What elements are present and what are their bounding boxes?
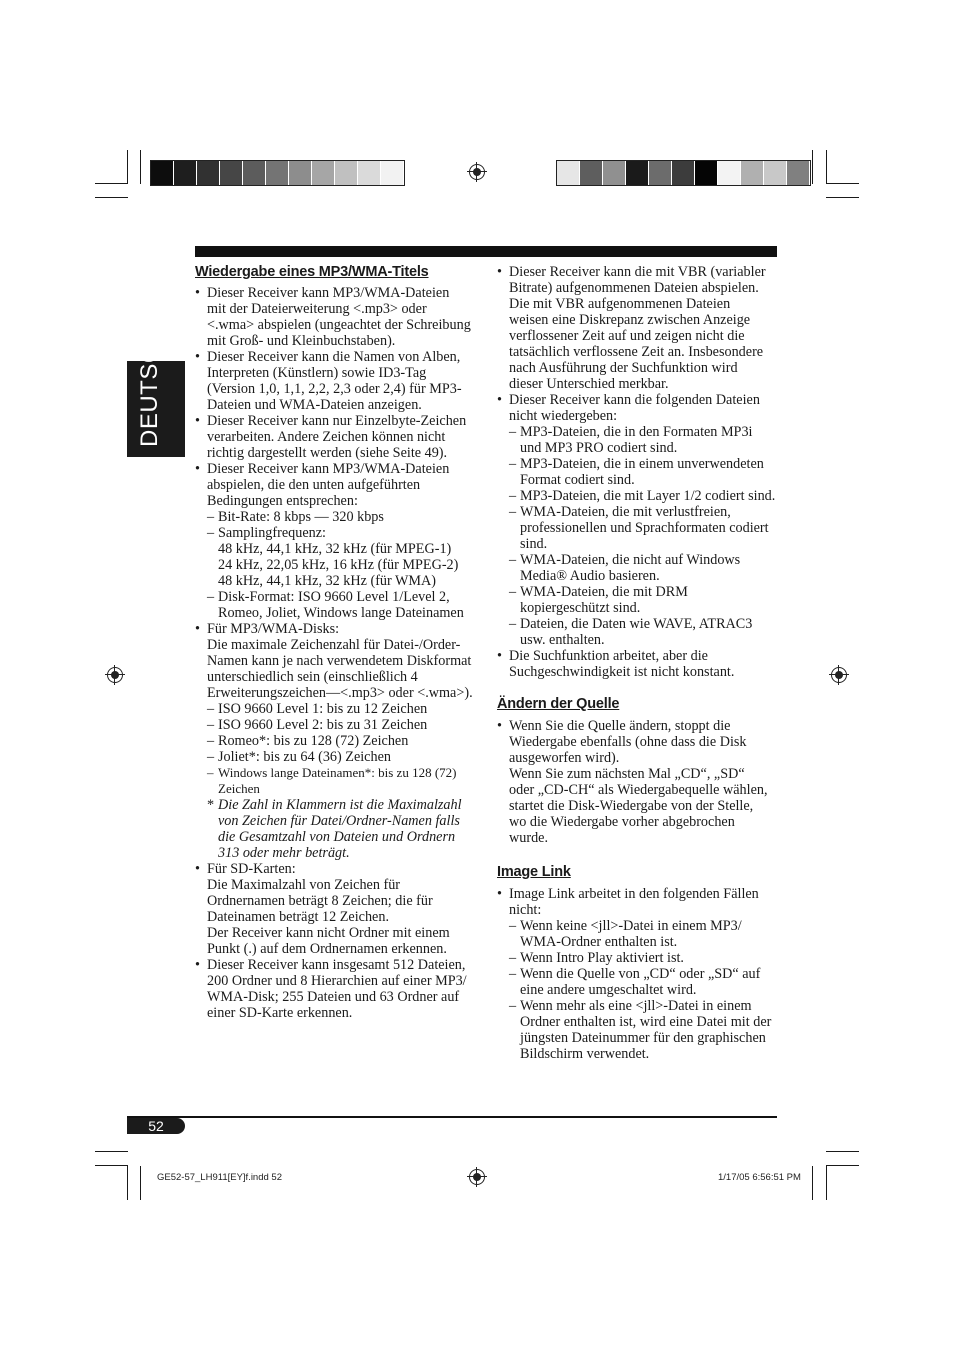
list-item — [195, 349, 485, 413]
text-line: • Dieser Receiver kann die mit VBR (variabler — [509, 264, 766, 280]
sub-item — [207, 701, 485, 717]
text-line: Die Maximalzahl von Zeichen für — [207, 877, 401, 893]
crop-mark — [826, 150, 827, 184]
text-line: – Wenn keine <jll>-Datei in einem MP3/ — [520, 918, 742, 934]
text-line: Zeichen — [218, 781, 260, 796]
text-line: – Wenn mehr als eine <jll>-Datei in einem — [520, 998, 752, 1014]
text-line: – WMA-Dateien, die mit DRM — [520, 584, 688, 600]
text-line: nach Ausführung der Suchfunktion wird — [509, 360, 738, 376]
text-line: startet die Disk-Wiedergabe von der Stelle, — [509, 798, 754, 814]
sub-item — [509, 918, 782, 950]
footer-file: GE52-57_LH911[EY]f.indd 52 — [157, 1172, 282, 1183]
text-line: Wiedergabe ebenfalls (ohne dass die Disk — [509, 734, 747, 750]
list-item — [195, 621, 485, 861]
text-line: Dateien und WMA-Dateien anzeigen. — [207, 397, 422, 413]
list-item — [497, 264, 782, 392]
text-line: und MP3 PRO codiert sind. — [520, 440, 678, 456]
text-line: verarbeiten. Andere Zeichen können nicht — [207, 429, 446, 445]
sub-item — [509, 966, 782, 998]
text-line: tatsächlich verflossene Zeit an. Insbesondere — [509, 344, 764, 360]
text-line: 48 kHz, 44,1 kHz, 32 kHz (für MPEG-1) — [218, 541, 452, 557]
text-line: – Samplingfrequenz: — [218, 525, 326, 541]
text-line: • Dieser Receiver kann die Namen von Alben, — [207, 349, 461, 365]
text-line: (Version 1,0, 1,1, 2,2, 2,3 oder 2,4) für MP3- — [207, 381, 462, 397]
crop-mark — [127, 1166, 128, 1200]
text-line: – Windows lange Dateinamen*: bis zu 128 (72) — [218, 765, 457, 780]
text-line: – ISO 9660 Level 1: bis zu 12 Zeichen — [218, 701, 428, 717]
sub-item — [509, 998, 782, 1062]
page-number: 52 — [127, 1118, 185, 1134]
sub-item — [509, 488, 782, 504]
footer-timestamp: 1/17/05 6:56:51 PM — [718, 1172, 801, 1183]
section-heading: Ändern der Quelle — [497, 696, 620, 712]
text-line: wurde. — [509, 830, 549, 846]
language-tab — [127, 327, 185, 457]
left-column — [195, 264, 485, 1021]
crop-mark — [812, 150, 813, 184]
text-line: Namen kann je nach verwendetem Diskformat — [207, 653, 472, 669]
text-line: – MP3-Dateien, die in den Formaten MP3i — [520, 424, 753, 440]
sub-item — [509, 552, 782, 584]
text-line: von Zeichen für Datei/Ordner-Namen falls — [218, 813, 460, 829]
crop-mark — [95, 1151, 128, 1152]
list-item — [497, 718, 782, 846]
text-line: – Bit-Rate: 8 kbps — 320 kbps — [218, 509, 384, 525]
crop-mark — [95, 197, 128, 198]
text-line: – Dateien, die Daten wie WAVE, ATRAC3 — [520, 616, 753, 632]
text-line: mit der Dateierweiterung <.mp3> oder — [207, 301, 427, 317]
list-item — [195, 285, 485, 349]
text-line: Interpreten (Künstlern) sowie ID3-Tag — [207, 365, 427, 381]
sub-item — [207, 733, 485, 749]
text-line: Romeo, Joliet, Windows lange Dateinamen — [218, 605, 464, 621]
list-item — [497, 886, 782, 1062]
sub-item — [207, 525, 485, 589]
crop-mark — [812, 1166, 813, 1200]
text-line: professionellen und Sprachformaten codiert — [520, 520, 769, 536]
text-line: – Wenn die Quelle von „CD“ oder „SD“ auf — [520, 966, 761, 982]
text-line: WMA-Disk; 255 Dateien und 63 Ordner auf — [207, 989, 460, 1005]
sub-item — [509, 584, 782, 616]
text-line: – WMA-Dateien, die mit verlustfreien, — [520, 504, 731, 520]
section-heading: Wiedergabe eines MP3/WMA-Titels — [195, 264, 429, 280]
text-line: 200 Ordner und 8 Hierarchien auf einer MP3/ — [207, 973, 467, 989]
list-item — [497, 648, 782, 680]
text-line: Suchgeschwindigkeit ist nicht konstant. — [509, 664, 735, 680]
sub-item — [207, 749, 485, 765]
list-item — [195, 861, 485, 957]
section-heading: Image Link — [497, 864, 571, 880]
text-line: oder „CD-CH“ als Wiedergabequelle wählen, — [509, 782, 768, 798]
crop-mark — [95, 183, 128, 184]
sub-item — [509, 456, 782, 488]
text-line: • Für MP3/WMA-Disks: — [207, 621, 340, 637]
text-line: nicht wiedergeben: — [509, 408, 618, 424]
footer-rule — [127, 1116, 777, 1118]
text-line: nicht: — [509, 902, 542, 918]
text-line: einer SD-Karte erkennen. — [207, 1005, 353, 1021]
registration-mark-icon — [469, 164, 485, 180]
text-line: richtig dargestellt werden (siehe Seite 49). — [207, 445, 448, 461]
text-line: Bitrate) aufgenommenen Dateien abspielen. — [509, 280, 759, 296]
text-line: Wenn Sie zum nächsten Mal „CD“, „SD“ — [509, 766, 745, 782]
text-line: – MP3-Dateien, die in einem unverwendeten — [520, 456, 764, 472]
text-line: abspielen, die den unten aufgeführten — [207, 477, 421, 493]
sub-item — [509, 504, 782, 552]
text-line: <.wma> abspielen (ungeachtet der Schreibung — [207, 317, 471, 333]
text-line: Erweiterungszeichen—<.mp3> oder <.wma>). — [207, 685, 473, 701]
text-line: Ordnernamen beträgt 8 Zeichen; die für — [207, 893, 433, 909]
text-line: WMA-Ordner enthalten ist. — [520, 934, 678, 950]
text-line: unterschiedlich sein (einschließlich 4 — [207, 669, 418, 685]
text-line: • Dieser Receiver kann nur Einzelbyte-Zeichen — [207, 413, 467, 429]
crop-mark — [127, 150, 128, 184]
text-line: – ISO 9660 Level 2: bis zu 31 Zeichen — [218, 717, 428, 733]
text-line: – Romeo*: bis zu 128 (72) Zeichen — [218, 733, 409, 749]
color-bar-right — [556, 160, 811, 186]
text-line: verflossener Zeit auf und zeigen nicht die — [509, 328, 745, 344]
text-line: dieser Unterschied merkbar. — [509, 376, 669, 392]
text-line: – MP3-Dateien, die mit Layer 1/2 codiert sind. — [520, 488, 776, 504]
crop-mark — [826, 1165, 859, 1166]
sub-item — [509, 950, 782, 966]
right-column — [497, 264, 782, 1062]
text-line: • Dieser Receiver kann die folgenden Dateien — [509, 392, 760, 408]
text-line: • Dieser Receiver kann insgesamt 512 Dateien, — [207, 957, 466, 973]
sub-item — [207, 589, 485, 621]
text-line: – WMA-Dateien, die nicht auf Windows — [520, 552, 741, 568]
text-line: • Image Link arbeitet in den folgenden Fällen — [509, 886, 759, 902]
text-line: Dateinamen beträgt 12 Zeichen. — [207, 909, 389, 925]
text-line: Punkt (.) auf dem Ordnernamen erkennen. — [207, 941, 447, 957]
text-line: Bedingungen entsprechen: — [207, 493, 358, 509]
text-line: sind. — [520, 536, 548, 552]
crop-mark — [826, 1151, 859, 1152]
text-line: Der Receiver kann nicht Ordner mit einem — [207, 925, 450, 941]
text-line: 24 kHz, 22,05 kHz, 16 kHz (für MPEG-2) — [218, 557, 459, 573]
text-line: Ordner enthalten ist, wird eine Datei mit der — [520, 1014, 772, 1030]
crop-mark — [826, 197, 859, 198]
text-line: – Wenn Intro Play aktiviert ist. — [520, 950, 684, 966]
crop-mark — [140, 1166, 141, 1200]
text-line: – Disk-Format: ISO 9660 Level 1/Level 2, — [218, 589, 450, 605]
text-line: Bildschirm verwendet. — [520, 1046, 650, 1062]
text-line: eine andere umgeschaltet wird. — [520, 982, 697, 998]
text-line: • Wenn Sie die Quelle ändern, stoppt die — [509, 718, 731, 734]
sub-item — [509, 616, 782, 648]
crop-mark — [140, 150, 141, 184]
sub-item — [207, 717, 485, 733]
text-line: Media® Audio basieren. — [520, 568, 660, 584]
text-line: Die mit VBR aufgenommenen Dateien — [509, 296, 731, 312]
sub-item — [509, 424, 782, 456]
registration-mark-icon — [831, 667, 847, 683]
color-bar-left — [150, 160, 405, 186]
text-line: die Gesamtzahl von Dateien und Ordnern — [218, 829, 456, 845]
text-line: kopiergeschützt sind. — [520, 600, 641, 616]
list-item — [195, 413, 485, 461]
text-line: * Die Zahl in Klammern ist die Maximalzahl — [218, 797, 462, 813]
text-line: • Dieser Receiver kann MP3/WMA-Dateien — [207, 285, 450, 301]
text-line: usw. enthalten. — [520, 632, 605, 648]
section-rule — [195, 246, 777, 257]
text-line: • Für SD-Karten: — [207, 861, 296, 877]
text-line: jüngsten Dateinummer für den graphischen — [520, 1030, 766, 1046]
text-line: weisen eine Diskrepanz zwischen Anzeige — [509, 312, 751, 328]
list-item — [497, 392, 782, 648]
text-line: 313 oder mehr beträgt. — [218, 845, 350, 861]
crop-mark — [826, 1166, 827, 1200]
text-line: Die maximale Zeichenzahl für Datei-/Order- — [207, 637, 461, 653]
text-line: Format codiert sind. — [520, 472, 635, 488]
footnote — [207, 797, 485, 861]
list-item — [195, 461, 485, 621]
text-line: • Dieser Receiver kann MP3/WMA-Dateien — [207, 461, 450, 477]
sub-item — [207, 509, 485, 525]
registration-mark-icon — [469, 1169, 485, 1185]
text-line: wo die Wiedergabe vorher abgebrochen — [509, 814, 735, 830]
crop-mark — [95, 1165, 128, 1166]
text-line: mit Groß- und Kleinbuchstaben). — [207, 333, 396, 349]
text-line: 48 kHz, 44,1 kHz, 32 kHz (für WMA) — [218, 573, 437, 589]
registration-mark-icon — [107, 667, 123, 683]
list-item — [195, 957, 485, 1021]
language-tab-label: DEUTSCH — [136, 327, 163, 447]
text-line: • Die Suchfunktion arbeitet, aber die — [509, 648, 708, 664]
text-line: – Joliet*: bis zu 64 (36) Zeichen — [218, 749, 391, 765]
sub-item — [207, 765, 485, 797]
crop-mark — [826, 183, 859, 184]
text-line: ausgeworfen wird). — [509, 750, 620, 766]
